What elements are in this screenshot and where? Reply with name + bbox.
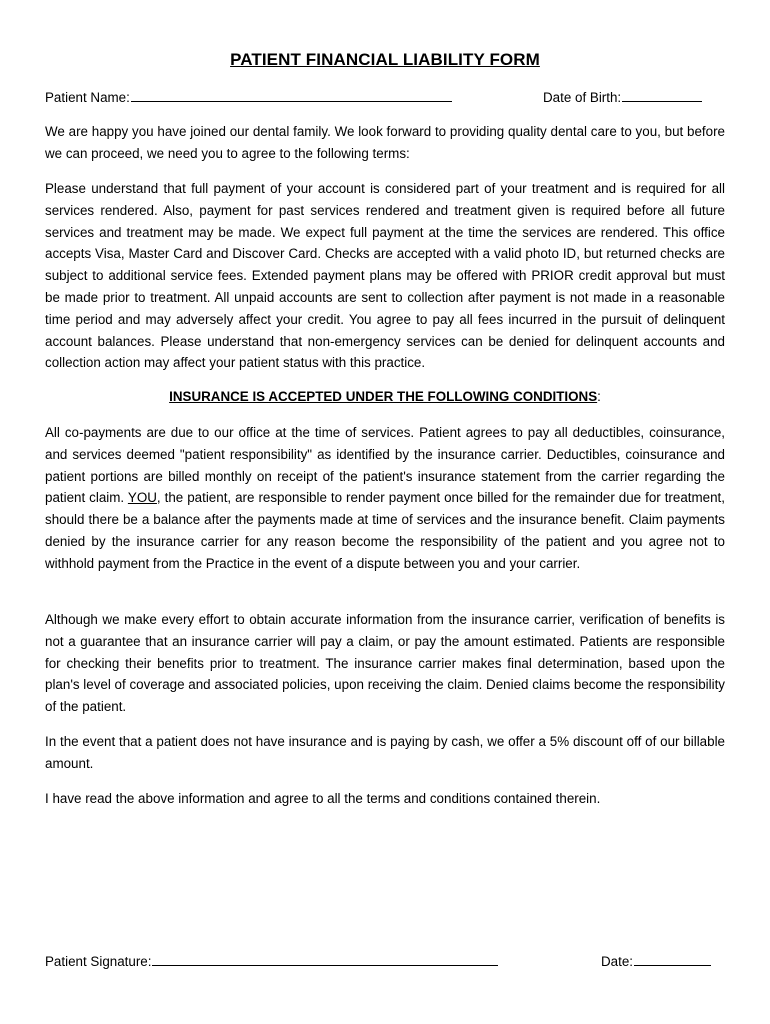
insurance-paragraph-part2: , the patient, are responsible to render payment once billed for the remainder due for treatment, should there be a balance after the payments made at time of services and the insurance benefit. Claim payments denied by the insurance carrier for any reason become the responsibility of the patient and you agree not to withhold payment from the Practice in the event of a dispute between you and your carrier. [45, 490, 726, 571]
form-title: PATIENT FINANCIAL LIABILITY FORM [230, 50, 540, 69]
insurance-conditions-paragraph [45, 422, 725, 575]
signature-row [45, 954, 725, 969]
patient-name-label: Patient Name: [45, 90, 130, 105]
you-emphasis: YOU [127, 490, 157, 506]
payment-terms-paragraph: Please understand that full payment of your account is considered part of your treatment and is required for all services rendered. Also, payment for past services rendered and treatment given is required before all future services and treatment may be made. We expect full payment at the time the services are rendered. This office accepts Visa, Master Card and Discover Card. Checks are accepted with a valid photo ID, but returned checks are subject to additional service fees. Extended payment plans may be offered with PRIOR credit approval but must be made prior to treatment. All unpaid accounts are sent to collection after payment is not made in a reasonable time period and may adversely affect your credit. You agree to pay all fees incurred in the pursuit of delinquent account balances. Please understand that non-emergency services can be denied for delinquent accounts and collection action may affect your patient status with this practice. [45, 181, 725, 371]
cash-discount-paragraph: In the event that a patient does not have insurance and is paying by cash, we offer a 5% discount off of our billable amount. [45, 734, 725, 771]
patient-name-field[interactable] [131, 100, 452, 102]
insurance-paragraph-part1: All co-payments are due to our office at the time of services. Patient agrees to pay all deductibles, coinsurance, and services deemed "patient responsibility" as identified by the insurance carrier. Deductibles, coinsurance and patient portions are billed monthly on receipt of the patient's insurance statement from the carrier regarding the patient claim. [45, 425, 725, 506]
signature-date-label: Date: [601, 954, 634, 969]
verification-paragraph: Although we make every effort to obtain accurate information from the insurance carrier, verification of benefits is not a guarantee that an insurance carrier will pay a claim, or pay the amount estimated. Patients are responsible for checking their benefits prior to treatment. The insurance carrier makes final determination, based upon the plan's level of coverage and associated policies, upon receiving the claim. Denied claims become the responsibility of the patient. [45, 612, 725, 715]
patient-info-row [45, 90, 725, 105]
signature-date-field[interactable] [634, 964, 711, 966]
intro-paragraph: We are happy you have joined our dental family. We look forward to providing quality dental care to you, but before we can proceed, we need you to agree to the following terms: [45, 124, 725, 161]
date-of-birth-label: Date of Birth: [543, 90, 622, 105]
date-of-birth-group [543, 90, 702, 105]
agreement-statement: I have read the above information and agree to all the terms and conditions contained therein. [45, 791, 601, 806]
date-of-birth-field[interactable] [622, 100, 702, 102]
patient-signature-label: Patient Signature: [45, 954, 152, 969]
insurance-heading [45, 389, 725, 404]
signature-date-group [601, 954, 711, 969]
insurance-heading-text: INSURANCE IS ACCEPTED UNDER THE FOLLOWING CONDITIONS [169, 389, 598, 404]
insurance-heading-colon: : [597, 389, 601, 404]
financial-liability-form [45, 0, 725, 1024]
patient-signature-field[interactable] [152, 964, 498, 966]
